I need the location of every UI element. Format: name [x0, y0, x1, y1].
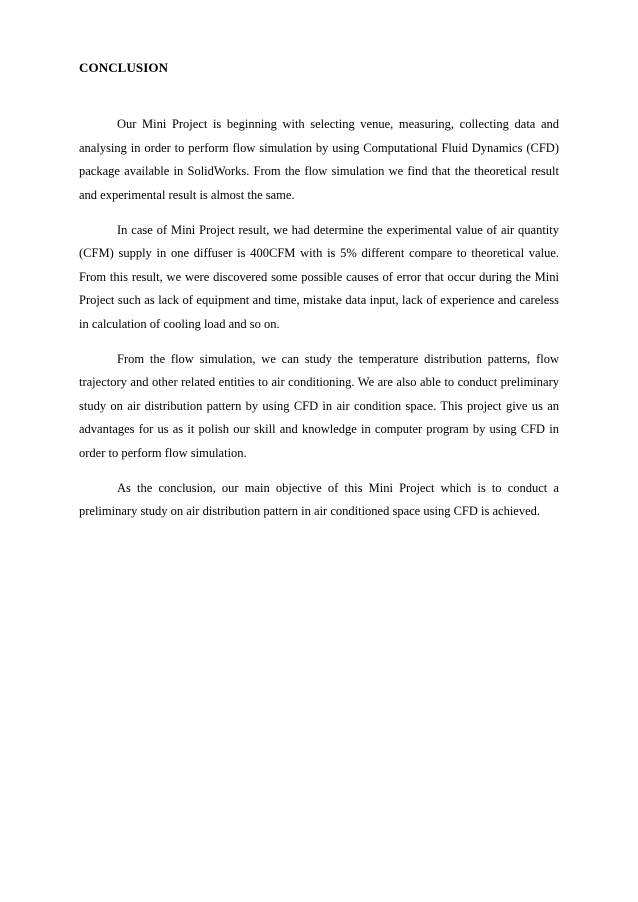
paragraph-4: As the conclusion, our main objective of this Mini Project which is to conduct a preliminary study on air distribution pattern in air conditioned space using CFD is achieved.: [79, 480, 559, 518]
paragraph-2: In case of Mini Project result, we had determine the experimental value of air quantity (CFM) supply in one diffuser is 400CFM with is 5% different compare to theoretical value. From this result, we were discovered some possible causes of error that occur during the Mini Project such as lack of equipment and time, mistake data input, lack of experience and careless in calculation of cooling load and so on.: [79, 222, 559, 331]
section-heading: CONCLUSION: [79, 60, 169, 75]
conclusion-body: [79, 113, 559, 535]
paragraph-3: From the flow simulation, we can study the temperature distribution patterns, flow trajectory and other related entities to air conditioning. We are also able to conduct preliminary study on air distribution pattern by using CFD in air condition space. This project give us an advantages for us as it polish our skill and knowledge in computer program by using CFD in order to perform flow simulation.: [79, 351, 559, 460]
paragraph-1: Our Mini Project is beginning with selecting venue, measuring, collecting data and analysing in order to perform flow simulation by using Computational Fluid Dynamics (CFD) package available in SolidWorks. From the flow simulation we find that the theoretical result and experimental result is almost the same.: [79, 117, 559, 202]
